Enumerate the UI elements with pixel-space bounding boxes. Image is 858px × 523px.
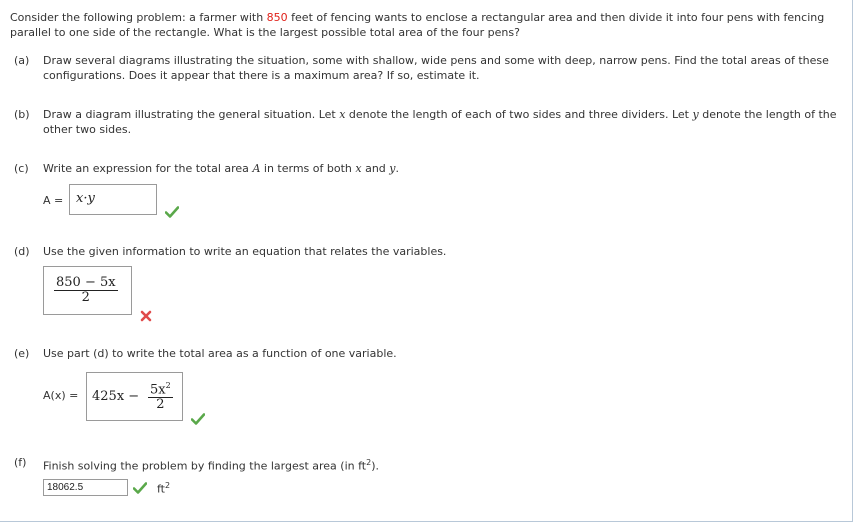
- part-b-text-3: denote the length of the other two sides.: [43, 108, 837, 136]
- part-e-letter: (e): [14, 347, 30, 360]
- unit-sup: 2: [165, 481, 171, 490]
- part-f-text: [43, 455, 844, 474]
- area-label: [43, 194, 63, 207]
- part-d-letter: (d): [14, 245, 30, 258]
- part-b-letter: (b): [14, 108, 30, 121]
- unit-text: ft: [157, 482, 165, 496]
- part-c-letter: (c): [14, 162, 29, 175]
- part-b-text-1: Draw a diagram illustrating the general situation. Let: [43, 108, 340, 121]
- part-c-text-2: in terms of both: [260, 162, 356, 175]
- part-f-sup: 2: [366, 458, 372, 467]
- function-answer-field[interactable]: [86, 372, 183, 421]
- problem-statement: [10, 10, 830, 40]
- area-label-text: A =: [43, 194, 64, 207]
- equation-answer-field[interactable]: [43, 266, 132, 315]
- cross-icon: [140, 310, 152, 322]
- check-icon: [165, 206, 179, 218]
- part-b-text-2: denote the length of each of two sides and three dividers. Let: [345, 108, 693, 121]
- part-c: [14, 161, 844, 176]
- part-d-text: Use the given information to write an equation that relates the variables.: [43, 245, 447, 258]
- function-term: 425x −: [92, 389, 140, 404]
- area-answer-value: x·y: [76, 191, 95, 206]
- var-x: x: [339, 108, 346, 121]
- check-icon: [133, 482, 147, 494]
- part-f-text-2: ).: [371, 459, 379, 473]
- equation-denominator: 2: [81, 290, 90, 305]
- part-f-letter: (f): [14, 456, 27, 469]
- equation-numerator: 850 − 5x: [56, 275, 116, 290]
- var-y: y: [692, 108, 699, 121]
- part-c-text: [43, 161, 844, 176]
- part-c-text-1: Write an expression for the total area: [43, 162, 253, 175]
- intro-before: Consider the following problem: a farmer with: [10, 11, 267, 24]
- part-f: [14, 455, 844, 474]
- part-c-text-3: and: [361, 162, 390, 175]
- check-icon: [191, 413, 205, 425]
- function-numerator-base: 5x: [150, 382, 166, 398]
- function-exponent: 2: [165, 381, 171, 390]
- largest-area-input[interactable]: [43, 479, 128, 496]
- part-b-text: [43, 107, 844, 137]
- var-x: x: [355, 162, 362, 175]
- part-a-text: Draw several diagrams illustrating the situation, some with shallow, wide pens and some with deep, narrow pens. Find the total areas of these configurations. Does it appear that there is a maximum area? If so, estimate it.: [43, 54, 829, 82]
- function-label-text: A(x) =: [43, 389, 79, 402]
- part-f-text-1: Finish solving the problem by finding the largest area (in ft: [43, 459, 367, 473]
- function-label: [43, 389, 78, 402]
- function-denominator: 2: [156, 397, 165, 413]
- var-A: A: [252, 162, 261, 175]
- var-y: y: [389, 162, 396, 175]
- unit-label: [157, 481, 170, 496]
- equation-fraction: [54, 276, 118, 305]
- part-d: [14, 244, 844, 259]
- part-e-text: Use part (d) to write the total area as a function of one variable.: [43, 347, 397, 360]
- function-numerator: [148, 379, 173, 398]
- fence-length: 850: [266, 11, 288, 24]
- part-a-letter: (a): [14, 54, 30, 67]
- part-c-text-4: .: [395, 162, 399, 175]
- part-b: [14, 107, 844, 137]
- function-fraction: [148, 379, 173, 412]
- intro-after: feet of fencing wants to enclose a rectangular area and then divide it into four pens with fencing parallel to one side of the rectangle. What is the largest possible total area of the four pens?: [10, 11, 825, 39]
- part-e: [14, 346, 844, 361]
- area-answer-field[interactable]: [69, 184, 157, 215]
- part-a: [14, 53, 844, 83]
